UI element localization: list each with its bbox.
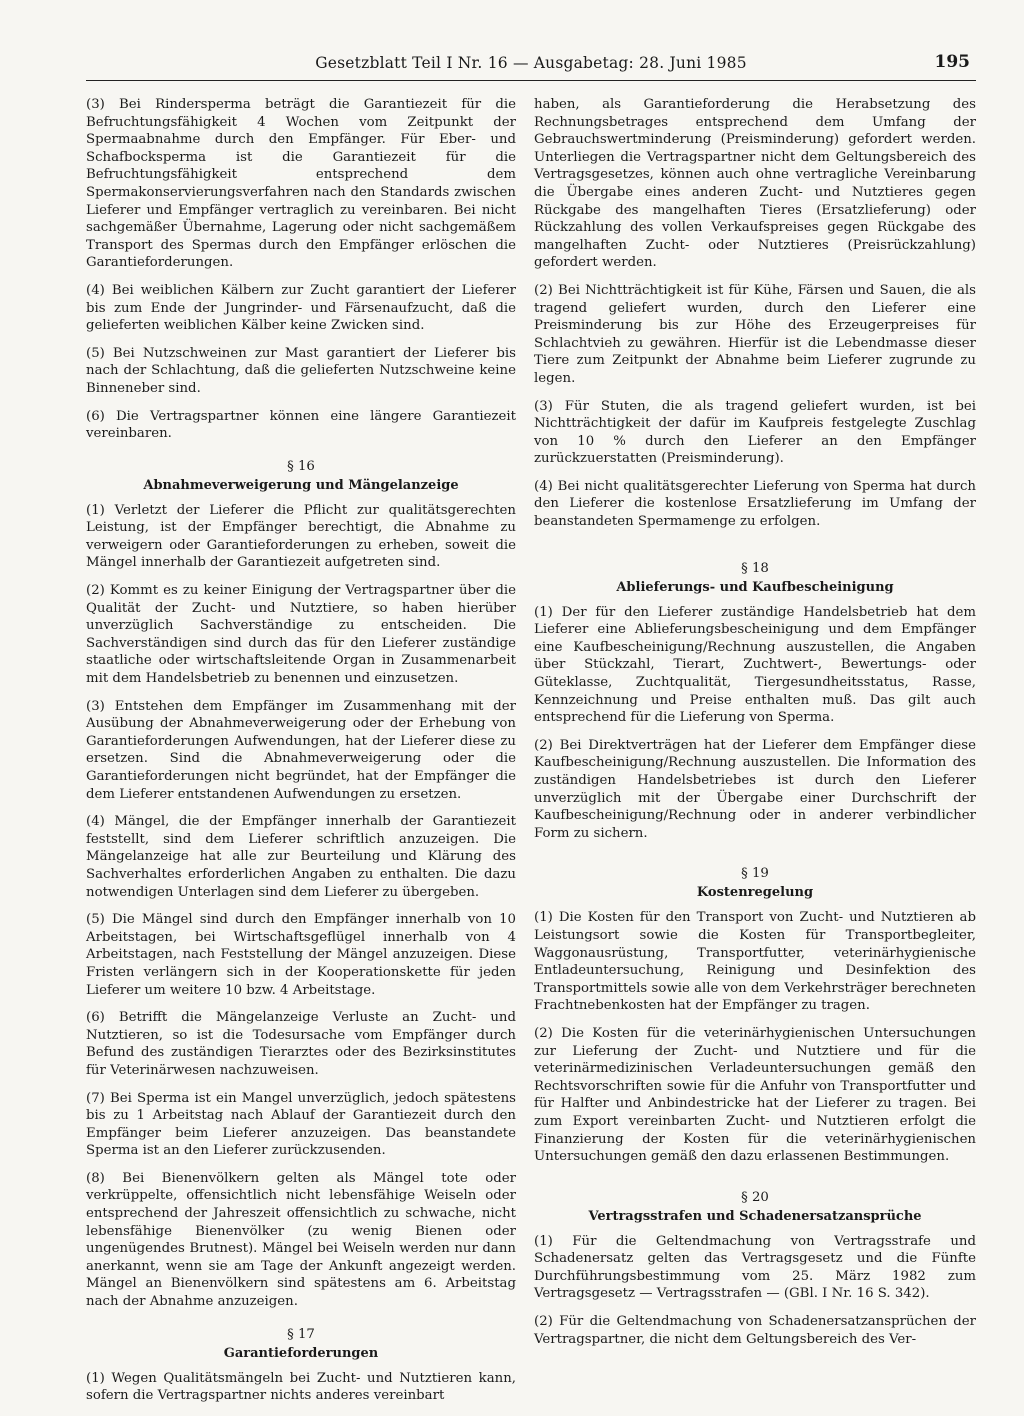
paragraph: (4) Bei weiblichen Kälbern zur Zucht garantiert der Lieferer bis zum Ende der Jungrinder- und Färsenaufzucht, daß die gelieferten weiblichen Kälber keine Zwicken sind. (86, 282, 516, 334)
section-number: § 17 (287, 1326, 315, 1342)
section-title: Ablieferungs- und Kaufbescheinigung (616, 579, 894, 595)
section-number: § 18 (741, 560, 769, 576)
paragraph: (1) Der für den Lieferer zuständige Handelsbetrieb hat dem Lieferer eine Ablieferungsbescheinigung und dem Empfänger eine Kaufbescheinigung/Rechnung auszustellen, die Angaben über Stückzahl, Tierart, Zuchtwert-, Bewertungs- oder Güteklasse, Zuchtqualität, Tiergesundheitsstatus, Rasse, Kennzeichnung und Preise enthalten muß. Das gilt auch entsprechend für die Lieferung von Sperma. (534, 604, 976, 726)
paragraph: (4) Bei nicht qualitätsgerechter Lieferung von Sperma hat durch den Lieferer die kostenlose Ersatzlieferung im Umfang der beanstandeten Spermamenge zu erfolgen. (534, 478, 976, 530)
paragraph: (1) Für die Geltendmachung von Vertragsstrafe und Schadenersatz gelten das Vertragsgesetz und die Fünfte Durchführungsbestimmung vom 25. März 1982 zum Vertragsgesetz — Vertragsstrafen — (GBl. I Nr. 16 S. 342). (534, 1233, 976, 1302)
paragraph: (3) Entstehen dem Empfänger im Zusammenhang mit der Ausübung der Abnahmeverweigerung oder der Erhebung von Garantieforderungen Aufwendungen, hat der Lieferer diese zu ersetzen. Sind die Abnahmeverweigerung oder die Garantieforderungen nicht begründet, hat der Empfänger die dem Lieferer entstandenen Aufwendungen zu ersetzen. (86, 698, 516, 802)
paragraph: (7) Bei Sperma ist ein Mangel unverzüglich, jedoch spätestens bis zu 1 Arbeitstag nach Ablauf der Garantiezeit durch den Empfänger beim Lieferer anzuzeigen. Das beanstandete Sperma ist an den Lieferer zurückzusenden. (86, 1090, 516, 1159)
section-title: Abnahmeverweigerung und Mängelanzeige (143, 477, 459, 493)
paragraph: (4) Mängel, die der Empfänger innerhalb der Garantiezeit feststellt, sind dem Lieferer schriftlich anzuzeigen. Die Mängelanzeige hat alle zur Beurteilung und Klärung des Sachverhaltes erforderlichen Angaben zu enthalten. Die dazu notwendigen Unterlagen sind dem Lieferer zu übergeben. (86, 814, 516, 900)
paragraph: (2) Für die Geltendmachung von Schadenersatzansprüchen der Vertragspartner, die nicht dem Geltungsbereich des Ver- (534, 1314, 976, 1347)
paragraph: (8) Bei Bienenvölkern gelten als Mängel tote oder verkrüppelte, offensichtlich nicht lebensfähige Weiseln oder entsprechend der Jahreszeit offensichtlich zu schwache, nicht lebensfähige Bienenvölker (zu wenig Bienen oder ungenügendes Brutnest). Mängel bei Weiseln werden nur dann anerkannt, wenn sie am Tage der Ankunft angezeigt werden. Mängel an Bienenvölkern sind spätestens am 6. Arbeitstag nach der Abnahme anzuzeigen. (86, 1170, 516, 1310)
section-number: § 19 (741, 866, 769, 882)
paragraph: haben, als Garantieforderung die Herabsetzung des Rechnungsbetrages entsprechend dem Umfang der Gebrauchswertminderung (Preisminderung) gefordert werden. Unterliegen die Vertragspartner nicht dem Geltungsbereich des Vertragsgesetzes, können auch ohne vertragliche Vereinbarung die Übergabe eines anderen Zucht- und Nutztieres gegen Rückgabe des mangelhaften Tieres (Ersatzlieferung) oder Rückzahlung des vollen Verkaufspreises gegen Rückgabe des mangelhaften Zucht- oder Nutztieres (Preisrückzahlung) gefordert werden. (534, 97, 976, 271)
paragraph: (5) Bei Nutzschweinen zur Mast garantiert der Lieferer bis nach der Schlachtung, daß die gelieferten Nutzschweine keine Binneneber sind. (86, 345, 516, 396)
header-title: Gesetzblatt Teil I Nr. 16 — Ausgabetag: 28. Juni 1985 (315, 54, 747, 72)
paragraph: (6) Die Vertragspartner können eine längere Garantiezeit vereinbaren. (86, 408, 516, 442)
paragraph: (6) Betrifft die Mängelanzeige Verluste an Zucht- und Nutztieren, so ist die Todesursache vom Empfänger durch Befund des zuständigen Tierarztes oder des Bezirksinstitutes für Veterinärwesen nachzuweisen. (86, 1010, 516, 1078)
page-header (86, 50, 976, 78)
header-rule (86, 80, 976, 81)
paragraph: (3) Bei Rindersperma beträgt die Garantiezeit für die Befruchtungsfähigkeit 4 Wochen vom Zeitpunkt der Spermaabnahme durch den Empfänger. Für Eber- und Schafbocksperma ist die Garantiezeit für die Befruchtungsfähigkeit entsprechend dem Spermakonservierungsverfahren nach den Standards zwischen Lieferer und Empfänger vertraglich zu vereinbaren. Bei nicht sachgemäßer Übernahme, Lagerung oder nicht sachgemäßem Transport des Spermas durch den Empfänger erlöschen die Garantieforderungen. (86, 97, 516, 271)
paragraph: (1) Wegen Qualitätsmängeln bei Zucht- und Nutztieren kann, sofern die Vertragspartner nichts anderes vereinbart (86, 1370, 516, 1404)
page-number: 195 (934, 52, 970, 72)
paragraph: (2) Die Kosten für die veterinärhygienischen Untersuchungen zur Lieferung der Zucht- und Nutztiere und für die veterinärmedizinischen Verladeuntersuchungen gemäß den Rechtsvorschriften sowie für die Anfuhr von Transportfutter und für Halfter und Anbindestricke hat der Lieferer zu tragen. Bei zum Export vereinbarten Zucht- und Nutztieren erfolgt die Finanzierung der Kosten für die veterinärhygienischen Untersuchungen gemäß den dazu erlassenen Bestimmungen. (534, 1025, 976, 1165)
section-number: § 20 (741, 1189, 769, 1205)
paragraph: (3) Für Stuten, die als tragend geliefert wurden, ist bei Nichtträchtigkeit der dafür im Kaufpreis festgelegte Zuschlag von 10 % durch den Lieferer an den Empfänger zurückzuerstatten (Preisminderung). (534, 398, 976, 467)
paragraph: (1) Die Kosten für den Transport von Zucht- und Nutztieren ab Leistungsort sowie die Kosten für Transportbegleiter, Waggonausrüstung, Transportfutter, veterinärhygienische Entladeuntersuchung, Reinigung und Desinfektion des Transportmittels sowie alle von dem Verkehrsträger berechneten Frachtnebenkosten hat der Empfänger zu tragen. (534, 910, 976, 1014)
paragraph: (2) Kommt es zu keiner Einigung der Vertragspartner über die Qualität der Zucht- und Nutztiere, so haben hierüber unverzüglich Sachverständige zu entscheiden. Die Sachverständigen sind durch das für den Lieferer zuständige staatliche oder wirtschaftsleitende Organ in Zusammenarbeit mit dem Handelsbetrieb zu benennen und einzusetzen. (86, 583, 516, 687)
paragraph: (1) Verletzt der Lieferer die Pflicht zur qualitätsgerechten Leistung, ist der Empfänger berechtigt, die Abnahme zu verweigern oder Garantieforderungen zu erheben, soweit die Mängel innerhalb der Garantiezeit aufgetreten sind. (86, 502, 516, 571)
section-number: § 16 (287, 458, 315, 474)
left-column (86, 96, 516, 1415)
paragraph: (5) Die Mängel sind durch den Empfänger innerhalb von 10 Arbeitstagen, bei Wirtschaftsgeflügel innerhalb von 4 Arbeitstagen, nach Feststellung der Mängel anzuzeigen. Diese Fristen verlängern sich in der Kooperationskette für jeden Lieferer um weitere 10 bzw. 4 Arbeitstage. (86, 912, 516, 998)
section-title: Garantieforderungen (223, 1345, 379, 1361)
paragraph: (2) Bei Direktverträgen hat der Lieferer dem Empfänger diese Kaufbescheinigung/Rechnung auszustellen. Die Information des zuständigen Handelsbetriebes ist durch den Lieferer unverzüglich mit der Übergabe einer Durchschrift der Kaufbescheinigung/Rechnung oder in anderer verbindlicher Form zu sichern. (534, 737, 976, 841)
paragraph: (2) Bei Nichtträchtigkeit ist für Kühe, Färsen und Sauen, die als tragend geliefert wurden, durch den Lieferer eine Preisminderung bis zur Höhe des Erzeugerpreises für Schlachtvieh zu gewähren. Hierfür ist die Lebendmasse dieser Tiere zum Zeitpunkt der Abnahme beim Lieferer zugrunde zu legen. (534, 282, 976, 386)
section-title: Kostenregelung (696, 885, 814, 901)
right-column (534, 96, 976, 1358)
section-title: Vertragsstrafen und Schadenersatzansprüche (588, 1208, 922, 1224)
